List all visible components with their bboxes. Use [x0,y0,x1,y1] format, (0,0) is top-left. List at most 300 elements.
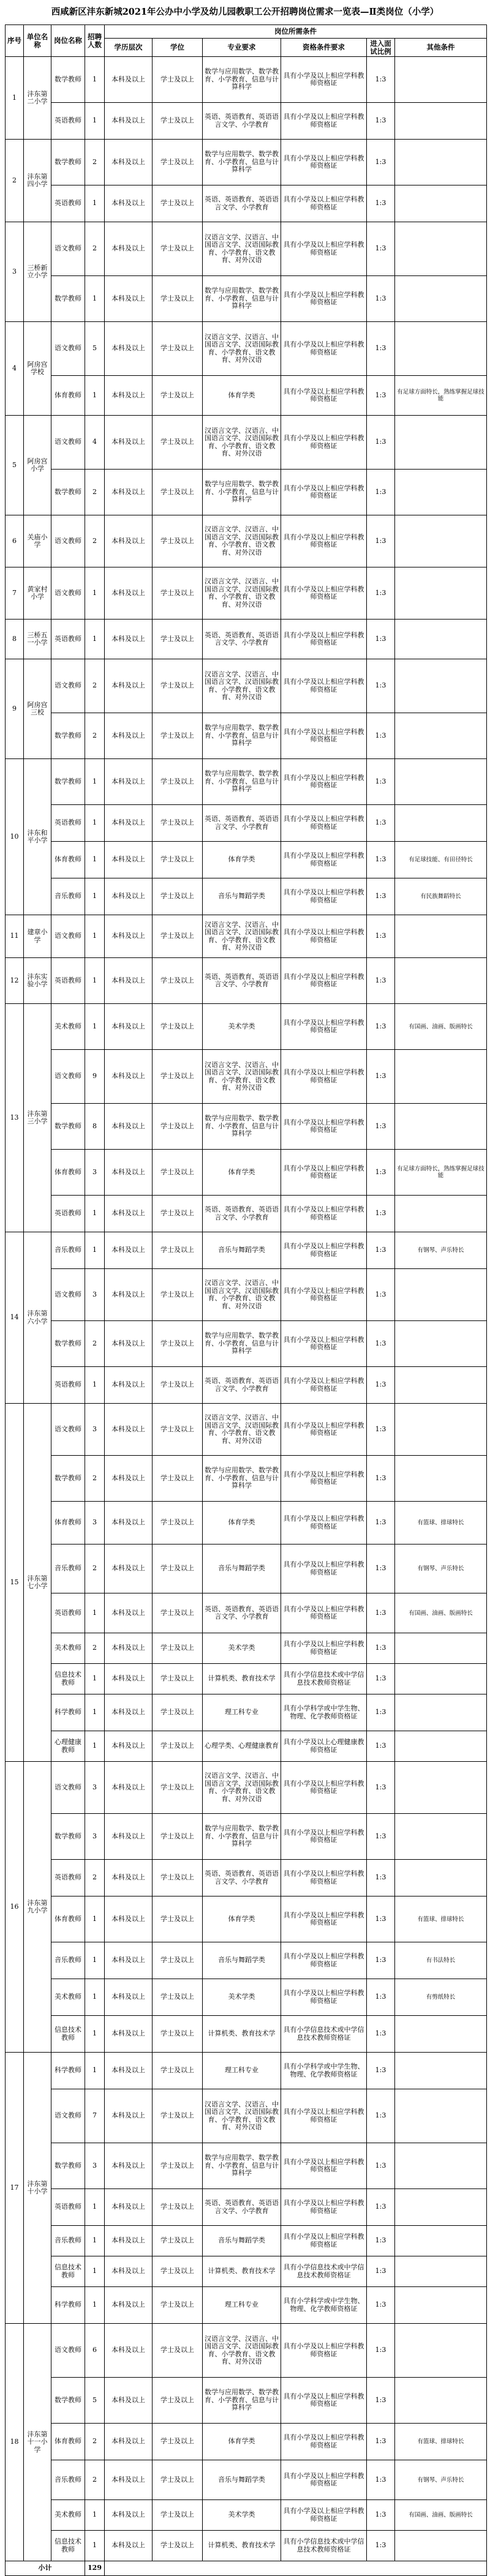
degree: 学士及以上 [153,842,203,878]
edu-level: 本科及以上 [105,1593,153,1633]
degree: 学士及以上 [153,185,203,222]
other [395,322,487,376]
other: 有篮球、排球特长 [395,1502,487,1544]
edu-level: 本科及以上 [105,842,153,878]
edu-level: 本科及以上 [105,1633,153,1664]
other [395,1762,487,1814]
hire-count: 1 [85,1004,105,1050]
qualification: 具有小学及以上相应学科教师资格证 [281,2089,367,2143]
post-name: 英语教师 [51,805,85,842]
other [395,140,487,185]
edu-level: 本科及以上 [105,222,153,276]
qualification: 具有小学及以上相应学科教师资格证 [281,2143,367,2189]
qualification: 具有小学及以上相应学科教师资格证 [281,1814,367,1860]
post-name: 科学教师 [51,2053,85,2089]
post-name: 体育教师 [51,1896,85,1942]
edu-level: 本科及以上 [105,2460,153,2500]
major: 数学与应用数学、数学教育、小学教育、信息与计算科学 [203,713,281,759]
edu-level: 本科及以上 [105,416,153,470]
edu-level: 本科及以上 [105,1664,153,1694]
ratio: 1:3 [367,759,395,805]
major: 美术学类 [203,1004,281,1050]
post-name: 语文教师 [51,515,85,567]
edu-level: 本科及以上 [105,1004,153,1050]
qualification: 具有小学及以上相应学科教师资格证 [281,470,367,515]
header-major: 专业要求 [203,39,281,57]
edu-level: 本科及以上 [105,2378,153,2424]
other [395,620,487,659]
major: 英语、英语教育、英语语言文学、小学教育 [203,1593,281,1633]
post-name: 信息技术教师 [51,2531,85,2561]
post-name: 英语教师 [51,958,85,1004]
qualification: 具有小学及以上相应学科教师资格证 [281,2189,367,2226]
major: 理工科专业 [203,2287,281,2324]
post-name: 语文教师 [51,1050,85,1104]
qualification: 具有小学及以上相应学科教师资格证 [281,713,367,759]
qualification: 具有小学及以上相应学科教师资格证 [281,1150,367,1196]
major: 计算机类、教育技术学 [203,2016,281,2053]
edu-level: 本科及以上 [105,1367,153,1404]
header-unit: 单位名称 [24,25,51,57]
row-no: 2 [6,140,24,222]
major: 计算机类、教育技术学 [203,2531,281,2561]
hire-count: 2 [85,1633,105,1664]
other [395,1664,487,1694]
major: 英语、英语教育、英语语言文学、小学教育 [203,958,281,1004]
other [395,1694,487,1731]
qualification: 具有小学及以上相应学科教师资格证 [281,1404,367,1456]
qualification: 具有小学及以上相应学科教师资格证 [281,1456,367,1502]
major: 英语、英语教育、英语语言文学、小学教育 [203,805,281,842]
degree: 学士及以上 [153,222,203,276]
post-name: 英语教师 [51,2189,85,2226]
other: 有足球方面特长，熟练掌握足球技能 [395,376,487,416]
edu-level: 本科及以上 [105,2226,153,2256]
major: 英语、英语教育、英语语言文学、小学教育 [203,620,281,659]
header-no: 序号 [6,25,24,57]
hire-count: 1 [85,2226,105,2256]
edu-level: 本科及以上 [105,2089,153,2143]
hire-count: 1 [85,57,105,103]
row-no: 13 [6,1004,24,1232]
edu-level: 本科及以上 [105,515,153,567]
qualification: 具有小学信息技术或中学信息技术教师资格证 [281,2256,367,2287]
major: 美术学类 [203,1979,281,2016]
hire-count: 3 [85,1404,105,1456]
edu-level: 本科及以上 [105,2256,153,2287]
row-no: 18 [6,2324,24,2561]
ratio: 1:3 [367,1762,395,1814]
qualification: 具有小学及以上相应学科教师资格证 [281,659,367,713]
post-name: 数学教师 [51,57,85,103]
ratio: 1:3 [367,276,395,322]
qualification: 具有小学及以上相应学科教师资格证 [281,276,367,322]
degree: 学士及以上 [153,2256,203,2287]
edu-level: 本科及以上 [105,276,153,322]
major: 理工科专业 [203,1694,281,1731]
qualification: 具有小学科学或中学生物、物理、化学教师资格证 [281,1694,367,1731]
post-name: 体育教师 [51,2424,85,2460]
qualification: 具有小学及以上相应学科教师资格证 [281,1860,367,1896]
qualification: 具有小学及以上相应学科教师资格证 [281,878,367,915]
hire-count: 1 [85,567,105,620]
degree: 学士及以上 [153,322,203,376]
hire-count: 1 [85,2189,105,2226]
hire-count: 1 [85,1979,105,2016]
edu-level: 本科及以上 [105,1694,153,1731]
unit-name: 沣东第四小学 [24,140,51,222]
edu-level: 本科及以上 [105,567,153,620]
header-ratio: 进入面试比例 [367,39,395,57]
degree: 学士及以上 [153,1050,203,1104]
qualification: 具有小学及以上相应学科教师资格证 [281,1050,367,1104]
ratio: 1:3 [367,1860,395,1896]
edu-level: 本科及以上 [105,1269,153,1321]
ratio: 1:3 [367,1814,395,1860]
hire-count: 2 [85,659,105,713]
ratio: 1:3 [367,620,395,659]
ratio: 1:3 [367,1633,395,1664]
post-name: 语文教师 [51,1762,85,1814]
other [395,103,487,140]
post-name: 音乐教师 [51,1232,85,1269]
ratio: 1:3 [367,2143,395,2189]
other [395,1269,487,1321]
post-name: 美术教师 [51,1004,85,1050]
major: 体育学类 [203,1150,281,1196]
post-name: 信息技术教师 [51,1664,85,1694]
other [395,1367,487,1404]
hire-count: 2 [85,1860,105,1896]
ratio: 1:3 [367,322,395,376]
hire-count: 1 [85,759,105,805]
degree: 学士及以上 [153,1762,203,1814]
other: 有篮球、排球特长 [395,2424,487,2460]
other [395,2053,487,2089]
edu-level: 本科及以上 [105,1321,153,1367]
qualification: 具有小学及以上相应学科教师资格证 [281,2500,367,2531]
edu-level: 本科及以上 [105,1104,153,1150]
ratio: 1:3 [367,2460,395,2500]
degree: 学士及以上 [153,567,203,620]
qualification: 具有小学及以上相应学科教师资格证 [281,2378,367,2424]
other [395,659,487,713]
qualification: 具有小学及以上相应学科教师资格证 [281,1004,367,1050]
major: 汉语言文学、汉语言、中国语言文学、汉语国际教育、小学教育、语文教育、对外汉语 [203,1269,281,1321]
degree: 学士及以上 [153,1456,203,1502]
degree: 学士及以上 [153,2226,203,2256]
degree: 学士及以上 [153,470,203,515]
major: 汉语言文学、汉语言、中国语言文学、汉语国际教育、小学教育、语文教育、对外汉语 [203,515,281,567]
hire-count: 1 [85,805,105,842]
post-name: 英语教师 [51,185,85,222]
header-count: 招聘人数 [85,25,105,57]
ratio: 1:3 [367,878,395,915]
post-name: 英语教师 [51,1860,85,1896]
hire-count: 1 [85,620,105,659]
qualification: 具有小学及以上相应学科教师资格证 [281,1544,367,1593]
post-name: 美术教师 [51,2500,85,2531]
hire-count: 1 [85,1196,105,1232]
other [395,1456,487,1502]
hire-count: 1 [85,915,105,958]
degree: 学士及以上 [153,659,203,713]
degree: 学士及以上 [153,1814,203,1860]
degree: 学士及以上 [153,103,203,140]
ratio: 1:3 [367,1269,395,1321]
row-no: 8 [6,620,24,659]
qualification: 具有小学及以上相应学科教师资格证 [281,1104,367,1150]
other [395,2287,487,2324]
edu-level: 本科及以上 [105,2287,153,2324]
major: 汉语言文学、汉语言、中国语言文学、汉语国际教育、小学教育、语文教育、对外汉语 [203,1050,281,1104]
major: 汉语言文学、汉语言、中国语言文学、汉语国际教育、小学教育、语文教育、对外汉语 [203,2089,281,2143]
hire-count: 1 [85,103,105,140]
major: 音乐与舞蹈学类 [203,1942,281,1979]
hire-count: 1 [85,2053,105,2089]
post-name: 心理健康教师 [51,1731,85,1762]
degree: 学士及以上 [153,1232,203,1269]
other: 有国画、油画、版画特长 [395,1004,487,1050]
ratio: 1:3 [367,2016,395,2053]
ratio: 1:3 [367,1694,395,1731]
hire-count: 1 [85,1593,105,1633]
edu-level: 本科及以上 [105,620,153,659]
edu-level: 本科及以上 [105,140,153,185]
degree: 学士及以上 [153,1367,203,1404]
degree: 学士及以上 [153,2460,203,2500]
ratio: 1:3 [367,416,395,470]
ratio: 1:3 [367,222,395,276]
degree: 学士及以上 [153,140,203,185]
row-no: 14 [6,1232,24,1404]
qualification: 具有小学及以上相应学科教师资格证 [281,1762,367,1814]
ratio: 1:3 [367,2053,395,2089]
degree: 学士及以上 [153,2531,203,2561]
post-name: 科学教师 [51,1694,85,1731]
degree: 学士及以上 [153,915,203,958]
degree: 学士及以上 [153,376,203,416]
edu-level: 本科及以上 [105,2531,153,2561]
qualification: 具有小学及以上相应学科教师资格证 [281,222,367,276]
major: 美术学类 [203,1633,281,1664]
ratio: 1:3 [367,2424,395,2460]
major: 数学与应用数学、数学教育、小学教育、信息与计算科学 [203,470,281,515]
other [395,1633,487,1664]
total-label: 小计 [6,2561,85,2576]
major: 体育学类 [203,2424,281,2460]
ratio: 1:3 [367,1104,395,1150]
post-name: 语文教师 [51,915,85,958]
ratio: 1:3 [367,1367,395,1404]
unit-name: 阿房宫小学 [24,416,51,515]
major: 汉语言文学、汉语言、中国语言文学、汉语国际教育、小学教育、语文教育、对外汉语 [203,222,281,276]
qualification: 具有小学及以上相应学科教师资格证 [281,376,367,416]
header-edu: 学历层次 [105,39,153,57]
ratio: 1:3 [367,1196,395,1232]
other [395,1196,487,1232]
other [395,2016,487,2053]
post-name: 语文教师 [51,322,85,376]
other: 有国画、油画、版画特长 [395,1593,487,1633]
ratio: 1:3 [367,958,395,1004]
major: 英语、英语教育、英语语言文学、小学教育 [203,103,281,140]
degree: 学士及以上 [153,2378,203,2424]
post-name: 数学教师 [51,2143,85,2189]
qualification: 具有小学及以上相应学科教师资格证 [281,140,367,185]
degree: 学士及以上 [153,1664,203,1694]
other: 有民族舞蹈特长 [395,878,487,915]
document-title: 西咸新区沣东新城2021年公办中小学及幼儿园教职工公开招聘岗位需求一览表—Ⅱ类岗位（小学） [51,7,439,17]
degree: 学士及以上 [153,1150,203,1196]
edu-level: 本科及以上 [105,1232,153,1269]
other [395,1814,487,1860]
post-name: 体育教师 [51,1502,85,1544]
qualification: 具有小学及以上相应学科教师资格证 [281,1633,367,1664]
hire-count: 1 [85,1664,105,1694]
row-no: 4 [6,322,24,416]
row-no: 9 [6,659,24,759]
unit-name: 沣东第十小学 [24,2053,51,2324]
other [395,222,487,276]
qualification: 具有小学及以上相应学科教师资格证 [281,185,367,222]
major: 体育学类 [203,1502,281,1544]
major: 数学与应用数学、数学教育、小学教育、信息与计算科学 [203,2378,281,2424]
degree: 学士及以上 [153,2324,203,2378]
unit-name: 阿房宫学校 [24,322,51,416]
edu-level: 本科及以上 [105,1050,153,1104]
edu-level: 本科及以上 [105,322,153,376]
major: 汉语言文学、汉语言、中国语言文学、汉语国际教育、小学教育、语文教育、对外汉语 [203,1762,281,1814]
other [395,1050,487,1104]
other [395,515,487,567]
hire-count: 1 [85,185,105,222]
unit-name: 沣东第七小学 [24,1404,51,1762]
other [395,759,487,805]
row-no: 15 [6,1404,24,1762]
major: 英语、英语教育、英语语言文学、小学教育 [203,1367,281,1404]
degree: 学士及以上 [153,620,203,659]
hire-count: 1 [85,2500,105,2531]
major: 计算机类、教育技术学 [203,2256,281,2287]
edu-level: 本科及以上 [105,915,153,958]
total-value: 129 [85,2561,105,2576]
ratio: 1:3 [367,1731,395,1762]
post-name: 语文教师 [51,2324,85,2378]
major: 汉语言文学、汉语言、中国语言文学、汉语国际教育、小学教育、语文教育、对外汉语 [203,659,281,713]
major: 音乐与舞蹈学类 [203,1544,281,1593]
major: 数学与应用数学、数学教育、小学教育、信息与计算科学 [203,759,281,805]
edu-level: 本科及以上 [105,185,153,222]
ratio: 1:3 [367,1664,395,1694]
ratio: 1:3 [367,2324,395,2378]
other [395,713,487,759]
post-name: 语文教师 [51,659,85,713]
edu-level: 本科及以上 [105,1196,153,1232]
post-name: 数学教师 [51,713,85,759]
post-name: 数学教师 [51,276,85,322]
major: 汉语言文学、汉语言、中国语言文学、汉语国际教育、小学教育、语文教育、对外汉语 [203,567,281,620]
major: 英语、英语教育、英语语言文学、小学教育 [203,2189,281,2226]
other [395,567,487,620]
other [395,2324,487,2378]
post-name: 音乐教师 [51,1544,85,1593]
qualification: 具有小学及以上相应学科教师资格证 [281,103,367,140]
qualification: 具有小学及以上相应学科教师资格证 [281,1232,367,1269]
ratio: 1:3 [367,659,395,713]
row-no: 5 [6,416,24,515]
major: 数学与应用数学、数学教育、小学教育、信息与计算科学 [203,140,281,185]
ratio: 1:3 [367,1050,395,1104]
qualification: 具有小学信息技术或中学信息技术教师资格证 [281,2016,367,2053]
ratio: 1:3 [367,2500,395,2531]
major: 汉语言文学、汉语言、中国语言文学、汉语国际教育、小学教育、语文教育、对外汉语 [203,1404,281,1456]
row-no: 11 [6,915,24,958]
post-name: 语文教师 [51,1404,85,1456]
qualification: 具有小学及以上相应学科教师资格证 [281,915,367,958]
major: 心理学类、心理健康教育 [203,1731,281,1762]
post-name: 信息技术教师 [51,2256,85,2287]
edu-level: 本科及以上 [105,1544,153,1593]
edu-level: 本科及以上 [105,878,153,915]
hire-count: 3 [85,1762,105,1814]
header-post: 岗位名称 [51,25,85,57]
qualification: 具有小学科学或中学生物、物理、化学教师资格证 [281,2053,367,2089]
edu-level: 本科及以上 [105,57,153,103]
qualification: 具有小学及以上相应学科教师资格证 [281,805,367,842]
post-name: 科学教师 [51,2287,85,2324]
degree: 学士及以上 [153,759,203,805]
post-name: 数学教师 [51,2378,85,2424]
post-name: 英语教师 [51,1196,85,1232]
total-blank [105,2561,487,2576]
ratio: 1:3 [367,1593,395,1633]
edu-level: 本科及以上 [105,958,153,1004]
qualification: 具有小学及以上相应学科教师资格证 [281,759,367,805]
other [395,416,487,470]
post-name: 数学教师 [51,1321,85,1367]
degree: 学士及以上 [153,1860,203,1896]
ratio: 1:3 [367,103,395,140]
edu-level: 本科及以上 [105,2143,153,2189]
qualification: 具有小学及以上相应学科教师资格证 [281,1502,367,1544]
unit-name: 沣东和平小学 [24,759,51,915]
hire-count: 3 [85,1150,105,1196]
other: 有钢琴、声乐特长 [395,1544,487,1593]
edu-level: 本科及以上 [105,1942,153,1979]
row-no: 1 [6,57,24,140]
major: 体育学类 [203,376,281,416]
ratio: 1:3 [367,2287,395,2324]
qualification: 具有小学信息技术或中学信息技术教师资格证 [281,2531,367,2561]
qualification: 具有小学及以上相应学科教师资格证 [281,2460,367,2500]
ratio: 1:3 [367,185,395,222]
unit-name: 阿房宫三校 [24,659,51,759]
degree: 学士及以上 [153,1404,203,1456]
hire-count: 1 [85,1232,105,1269]
major: 体育学类 [203,842,281,878]
recruitment-table [5,24,487,2576]
degree: 学士及以上 [153,1694,203,1731]
major: 数学与应用数学、数学教育、小学教育、信息与计算科学 [203,276,281,322]
ratio: 1:3 [367,915,395,958]
unit-name: 沣东第三小学 [24,1004,51,1232]
row-no: 6 [6,515,24,567]
header-qual: 资格条件要求 [281,39,367,57]
edu-level: 本科及以上 [105,1502,153,1544]
row-no: 10 [6,759,24,915]
degree: 学士及以上 [153,1004,203,1050]
